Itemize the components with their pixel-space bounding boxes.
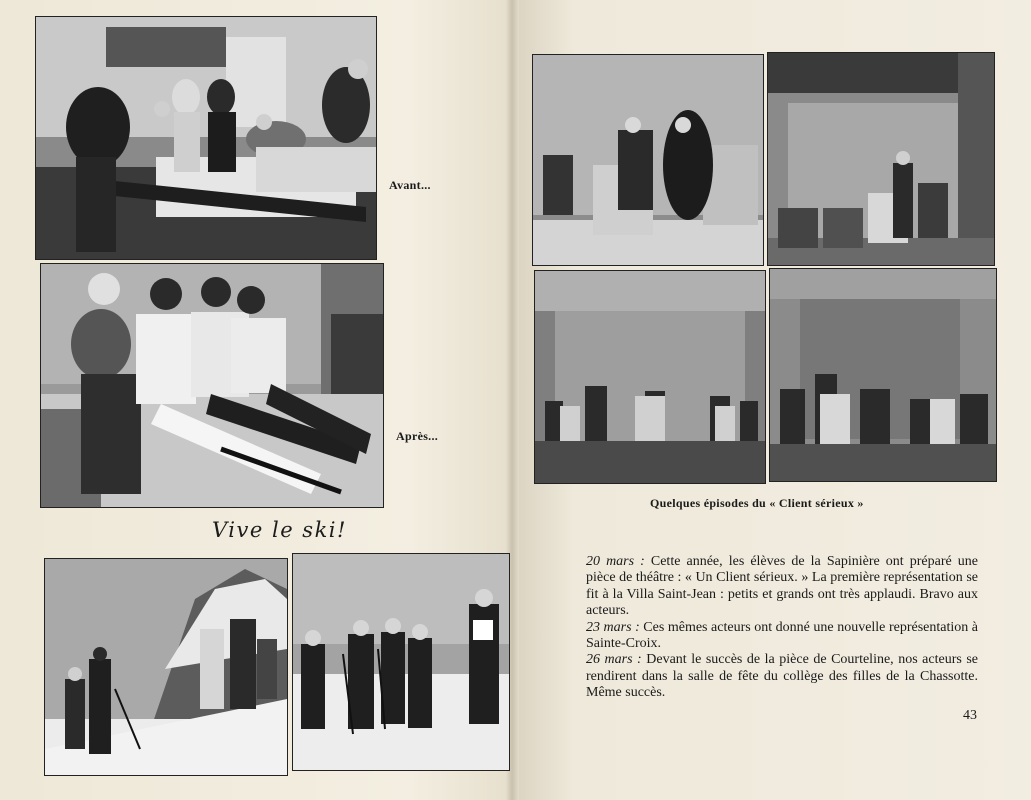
entry-text: Cette année, les élèves de la Sapinière ont préparé une pièce de théâtre : « Un Client sérieux. » La première représentation se fit à la Villa Saint-Jean : petits et grands ont très applaudi. Bravo aux acteurs. <box>586 554 978 619</box>
photo-play-scene-4 <box>769 268 997 482</box>
ski-title: Vive le ski! <box>212 518 347 542</box>
entry-text: Ces mêmes acteurs ont donné une nouvelle représentation à Sainte-Croix. <box>586 619 978 652</box>
entry-date: 26 mars : <box>586 652 642 668</box>
entry-date: 23 mars : <box>586 619 640 635</box>
entry-text: Devant le succès de la pièce de Courteline, nos acteurs se rendirent dans la salle de fête du collège des filles de la Chassotte. Même succès. <box>586 652 979 701</box>
photo-play-scene-1 <box>532 54 764 266</box>
caption-after: Après... <box>396 429 439 443</box>
caption-before: Avant... <box>389 178 431 192</box>
entry-23-mars <box>586 620 978 653</box>
photo-play-scene-3 <box>534 270 766 484</box>
chronicle-text <box>586 554 978 702</box>
entry-20-mars <box>586 554 978 620</box>
photo-ski-group <box>292 553 510 771</box>
photo-injured-skiers-after <box>40 263 384 508</box>
entry-26-mars <box>586 652 978 701</box>
photo-caption-client-serieux: Quelques épisodes du « Client sérieux » <box>650 496 864 510</box>
page-number: 43 <box>963 708 977 723</box>
photo-ski-workshop-before <box>35 16 377 260</box>
photo-play-scene-2 <box>767 52 995 266</box>
photo-skiers-mountain <box>44 558 288 776</box>
entry-date: 20 mars : <box>586 554 645 569</box>
